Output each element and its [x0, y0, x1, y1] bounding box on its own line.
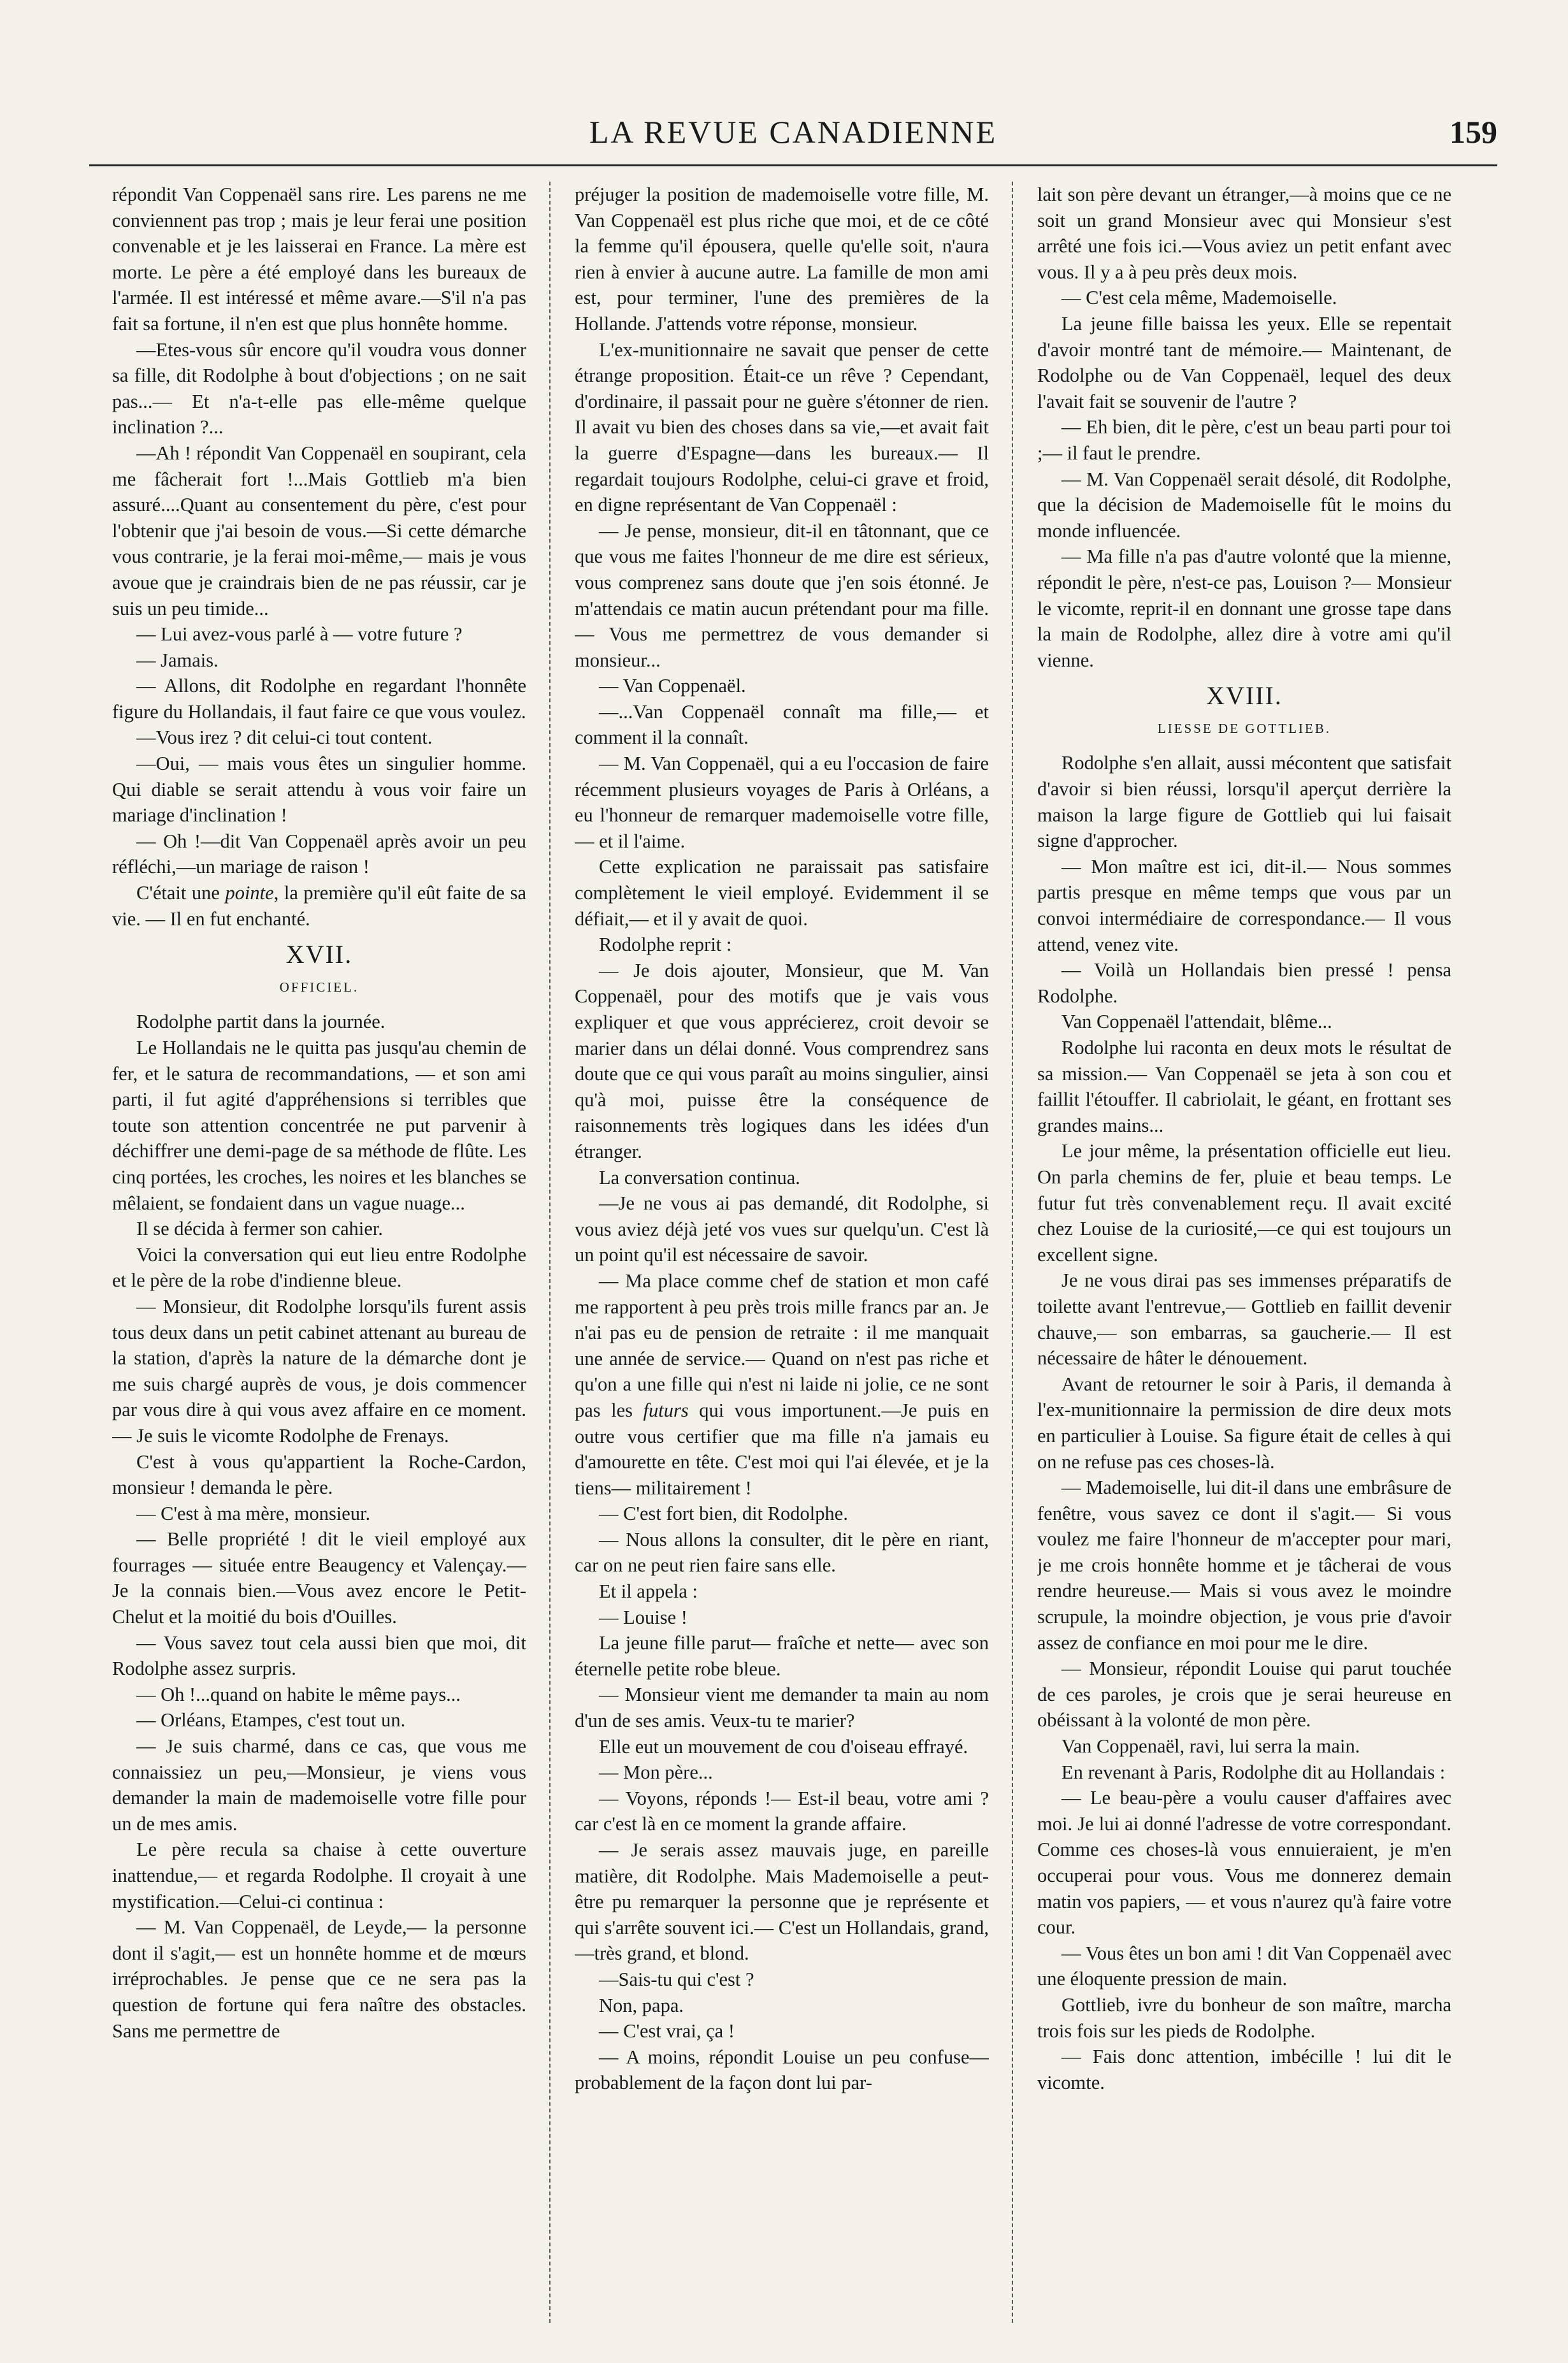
paragraph: Non, papa.: [599, 1994, 684, 2016]
chapter-heading-xviii: XVIII.: [1206, 681, 1283, 711]
paragraph: — Monsieur vient me demander ta main au nom d'un de ses amis. Veux-tu te marier?: [575, 1684, 989, 1732]
paragraph: C'est à vous qu'appartient la Roche-Cardon, monsieur ! demanda le père.: [112, 1450, 526, 1499]
column-1: [112, 182, 526, 2323]
paragraph: Voici la conversation qui eut lieu entre Rodolphe et le père de la robe d'indienne bleue.: [112, 1243, 526, 1292]
paragraph: — Monsieur, dit Rodolphe lorsqu'ils furent assis tous deux dans un petit cabinet attenant au bureau de la station, d'après la nature de la démarche dont je me suis chargé auprès de vous, je dois commencer par vous dire à qui vous avez affaire en ce moment. — Je suis le vicomte Rodolphe de Frenays.: [112, 1295, 526, 1447]
paragraph: — A moins, répondit Louise un peu confuse— probablement de la façon dont lui par-: [575, 2046, 989, 2094]
paragraph: — Je pense, monsieur, dit-il en tâtonnant, que ce que vous me faites l'honneur de me dire est sérieux, vous comprenez sans doute que j'en sois étonné. Je m'attendais ce matin aucun prétendant pour ma fille.— Vous me permettrez de vous demander si monsieur...: [575, 519, 989, 671]
paragraph: — Van Coppenaël.: [599, 675, 746, 697]
paragraph: — Monsieur, répondit Louise qui parut touchée de ces paroles, je crois que je serai heureuse en obéissant à la volonté de mon père.: [1037, 1658, 1451, 1731]
paragraph: Rodolphe s'en allait, aussi mécontent que satisfait d'avoir si bien réussi, lorsqu'il aperçut derrière la maison la large figure de Gottlieb qui lui faisait signe d'approcher.: [1037, 752, 1451, 852]
paragraph: Rodolphe partit dans la journée.: [136, 1011, 385, 1033]
text-span: qui vous importunent.—Je puis en outre vous certifier que ma fille n'a jamais eu d'amourette en tête. C'est moi qui l'ai élevée, et je la tiens— militairement !: [575, 1399, 989, 1499]
column-rule-1: [549, 182, 550, 2323]
text-span: — Ma place comme chef de station et mon café me rapportent à peu près trois mille francs par an. Je n'ai pas eu de pension de retraite : il me manquait une année de service.— Quand on n'est pas riche et qu'on a une fille qui n'est ni laide ni jolie, ce ne sont pas les: [575, 1269, 989, 1421]
paragraph: La jeune fille parut— fraîche et nette— avec son éternelle petite robe bleue.: [575, 1632, 989, 1680]
paragraph: En revenant à Paris, Rodolphe dit au Hollandais :: [1061, 1761, 1446, 1783]
paragraph: Elle eut un mouvement de cou d'oiseau effrayé.: [599, 1735, 968, 1758]
chapter-heading-xvii: XVII.: [285, 940, 353, 969]
paragraph: Le jour même, la présentation officielle eut lieu. On parla chemins de fer, pluie et beau temps. Le futur fut très convenablement reçu. Il avait excité chez Louise de la curiosité,—ce qui est toujours un excellent signe.: [1037, 1140, 1451, 1266]
paragraph: La conversation continua.: [599, 1166, 800, 1189]
paragraph: — Allons, dit Rodolphe en regardant l'honnête figure du Hollandais, il faut faire ce que vous voulez.: [112, 675, 526, 723]
paragraph: lait son père devant un étranger,—à moins que ce ne soit un grand Monsieur avec qui Monsieur s'est arrêté une fois ici.—Vous aviez un petit enfant avec vous. Il y a à peu près deux mois.: [1037, 184, 1451, 283]
paragraph: — Ma fille n'a pas d'autre volonté que la mienne, répondit le père, n'est-ce pas, Louison ?— Monsieur le vicomte, reprit-il en donnant une grosse tape dans la main de Rodolphe, allez dire à votre ami qu'il vienne.: [1037, 546, 1451, 671]
column-2: [575, 182, 989, 2323]
paragraph: Cette explication ne paraissait pas satisfaire complètement le vieil employé. Evidemment il se défiait,— et il y avait de quoi.: [575, 856, 989, 930]
paragraph: — Voilà un Hollandais bien pressé ! pensa Rodolphe.: [1037, 959, 1451, 1007]
paragraph: — M. Van Coppenaël, de Leyde,— la personne dont il s'agit,— est un honnête homme et de mœurs irréprochables. Je pense que ce ne sera pas la question de fortune qui fera naître des obstacles. Sans me permettre de: [112, 1916, 526, 2042]
text-span: C'était une: [136, 882, 226, 904]
paragraph: Je ne vous dirai pas ses immenses préparatifs de toilette avant l'entrevue,— Gottlieb en faillit devenir chauve,— son embarras, sa gaucherie.— Il est nécessaire de hâter le dénouement.: [1037, 1269, 1451, 1369]
italic-word: futurs: [643, 1399, 689, 1421]
paragraph: — C'est fort bien, dit Rodolphe.: [599, 1503, 848, 1525]
paragraph: —Ah ! répondit Van Coppenaël en soupirant, cela me fâcherait fort !...Mais Gottlieb m'a bien assuré....Quant au consentement du père, c'est pour l'obtenir que j'ai besoin de vous.—Si cette démarche vous contrarie, je la ferai moi-même,— mais je vous avoue que je craindrais bien de ne pas réussir, car je suis un peu timide...: [112, 442, 526, 619]
paragraph: —...Van Coppenaël connaît ma fille,— et comment il la connaît.: [575, 700, 989, 749]
paragraph: — Je dois ajouter, Monsieur, que M. Van Coppenaël, pour des motifs que je vais vous expliquer et que vous apprécierez, croit devoir se marier dans un délai donné. Vous comprendrez sans doute que ce qui vous paraît au moins singulier, ainsi qu'à moi, puisse être la conséquence de raisonnements très logiques dans les idées d'un étranger.: [575, 959, 989, 1162]
paragraph: —Vous irez ? dit celui-ci tout content.: [136, 726, 433, 749]
paragraph: Rodolphe lui raconta en deux mots le résultat de sa mission.— Van Coppenaël se jeta à son cou et faillit l'étouffer. Il cabriolait, le géant, en frottant ses grandes mains...: [1037, 1037, 1451, 1136]
paragraph: — Belle propriété ! dit le vieil employé aux fourrages — située entre Beaugency et Valençay.— Je la connais bien.—Vous avez encore le Petit-Chelut et la moitié du bois d'Ouilles.: [112, 1528, 526, 1628]
paragraph: —Je ne vous ai pas demandé, dit Rodolphe, si vous aviez déjà jeté vos vues sur quelqu'un. C'est là un point qu'il est nécessaire de savoir.: [575, 1192, 989, 1266]
paragraph: — Le beau-père a voulu causer d'affaires avec moi. Je lui ai donné l'adresse de votre correspondant. Comme ces choses-là vous ennuieraient, je m'en occuperai pour vous. Vous me donnerez demain matin vos papiers, — et vous n'aurez qu'à faire votre cour.: [1037, 1787, 1451, 1939]
paragraph: Van Coppenaël, ravi, lui serra la main.: [1061, 1735, 1360, 1758]
paragraph: — Oh !...quand on habite le même pays...: [136, 1683, 461, 1705]
paragraph: — Jamais.: [136, 649, 219, 671]
paragraph: — M. Van Coppenaël serait désolé, dit Rodolphe, que la décision de Mademoiselle fût le moins du monde influencée.: [1037, 468, 1451, 542]
paragraph: — Je suis charmé, dans ce cas, que vous me connaissiez un peu,—Monsieur, je viens vous demander la main de mademoiselle votre fille pour un de mes amis.: [112, 1735, 526, 1835]
paragraph: Van Coppenaël l'attendait, blême...: [1061, 1011, 1332, 1033]
paragraph: — C'est à ma mère, monsieur.: [136, 1502, 371, 1524]
paragraph: Il se décida à fermer son cahier.: [136, 1218, 383, 1240]
paragraph: — M. Van Coppenaël, qui a eu l'occasion de faire récemment plusieurs voyages de Paris à Orléans, a eu l'honneur de remarquer mademoiselle votre fille,— et il l'aime.: [575, 753, 989, 852]
paragraph: — C'est vrai, ça !: [599, 2020, 735, 2042]
paragraph: Et il appela :: [599, 1580, 698, 1603]
paragraph: [575, 1268, 989, 1501]
paragraph: — C'est cela même, Mademoiselle.: [1061, 287, 1337, 309]
journal-title: LA REVUE CANADIENNE: [589, 114, 998, 150]
page-number: 159: [1449, 114, 1497, 150]
paragraph: — Nous allons la consulter, dit le père en riant, car on ne peut rien faire sans elle.: [575, 1528, 989, 1577]
paragraph: — Mon maître est ici, dit-il.— Nous sommes partis presque en même temps que vous par un convoi intermédiaire de correspondance.— Il vous attend, venez vite.: [1037, 855, 1451, 955]
paragraph: Le Hollandais ne le quitta pas jusqu'au chemin de fer, et le satura de recommandations, — et son ami parti, il fut agité d'appréhensions si terribles que toute son attention concentrée ne put parvenir à déchiffrer une demi-page de sa méthode de flûte. Les cinq portées, les croches, les noires et les blanches se mêlaient, se fondaient dans un vague nuage...: [112, 1037, 526, 1214]
column-rule-2: [1012, 182, 1013, 2323]
paragraph: répondit Van Coppenaël sans rire. Les parens ne me conviennent pas trop ; mais je leur ferai une position convenable et je les laisserai en France. La mère est morte. Le père a été employé dans les bureaux de l'armée. Il est intéressé et même avare.—S'il n'a pas fait sa fortune, il n'en est que plus honnête homme.: [112, 184, 526, 335]
paragraph: — Eh bien, dit le père, c'est un beau parti pour toi ;— il faut le prendre.: [1037, 416, 1451, 464]
paragraph: préjuger la position de mademoiselle votre fille, M. Van Coppenaël est plus riche que moi, et de ce côté la femme qu'il épousera, quelle qu'elle soit, n'aura rien à envier à aucune autre. La famille de mon ami est, pour terminer, l'une des premières de la Hollande. J'attends votre réponse, monsieur.: [575, 184, 989, 335]
paragraph: — Vous savez tout cela aussi bien que moi, dit Rodolphe assez surpris.: [112, 1631, 526, 1680]
paragraph: — Oh !—dit Van Coppenaël après avoir un peu réfléchi,—un mariage de raison !: [112, 830, 526, 878]
paragraph: — Orléans, Etampes, c'est tout un.: [136, 1709, 406, 1731]
paragraph: — Mon père...: [599, 1761, 713, 1784]
paragraph: —Sais-tu qui c'est ?: [599, 1968, 754, 1990]
chapter-subtitle-liesse: LIESSE DE GOTTLIEB.: [1157, 720, 1332, 736]
paragraph: L'ex-munitionnaire ne savait que penser de cette étrange proposition. Était-ce un rêve ? Cependant, d'ordinaire, il passait pour ne guère s'étonner de rien. Il avait vu bien des choses dans sa vie,—et avait fait la guerre d'Espagne—dans les bureaux.— Il regardait toujours Rodolphe, celui-ci grave et froid, en digne représentant de Van Coppenaël :: [575, 338, 989, 516]
paragraph: La jeune fille baissa les yeux. Elle se repentait d'avoir montré tant de mémoire.— Maintenant, de Rodolphe ou de Van Coppenaël, lequel des deux l'avait fait se souvenir de l'autre ?: [1037, 312, 1451, 412]
paragraph: Gottlieb, ivre du bonheur de son maître, marcha trois fois sur les pieds de Rodolphe.: [1037, 1993, 1451, 2042]
paragraph: —Oui, — mais vous êtes un singulier homme. Qui diable se serait attendu à vous voir faire un mariage d'inclination !: [112, 753, 526, 827]
paragraph: —Etes-vous sûr encore qu'il voudra vous donner sa fille, dit Rodolphe à bout d'objections ; on ne sait pas...— Et n'a-t-elle pas elle-même quelque inclination ?...: [112, 338, 526, 438]
paragraph: Le père recula sa chaise à cette ouverture inattendue,— et regarda Rodolphe. Il croyait à une mystification.—Celui-ci continua :: [112, 1839, 526, 1912]
page-header: [89, 113, 1497, 164]
paragraph: [112, 880, 526, 932]
paragraph: Rodolphe reprit :: [599, 934, 732, 956]
chapter-subtitle-officiel: OFFICIEL.: [279, 979, 359, 995]
italic-word: pointe: [225, 882, 274, 904]
paragraph: — Lui avez-vous parlé à — votre future ?: [136, 623, 463, 646]
paragraph: — Fais donc attention, imbécille ! lui dit le vicomte.: [1037, 2046, 1451, 2093]
paragraph: — Louise !: [599, 1606, 687, 1628]
paragraph: — Mademoiselle, lui dit-il dans une embrâsure de fenêtre, vous savez ce dont il s'agit.— Si vous voulez me faire l'honneur de m'accepter pour mari, je me crois honnête homme et je tâcherai de vous rendre heureuse.— Mais si vous avez le moindre scrupule, la moindre objection, je vous prie d'avoir assez de confiance en moi pour me le dire.: [1037, 1477, 1451, 1654]
paragraph: — Vous êtes un bon ami ! dit Van Coppenaël avec une éloquente pression de main.: [1037, 1942, 1451, 1990]
header-rule: [89, 164, 1497, 166]
paragraph: — Je serais assez mauvais juge, en pareille matière, dit Rodolphe. Mais Mademoiselle a peut-être pu remarquer la personne que je représente et qui s'arrête souvent ici.— C'est un Hollandais, grand,—très grand, et blond.: [575, 1839, 989, 1965]
text-span: , la première qu'il eût faite de sa vie. — Il en fut enchanté.: [112, 882, 526, 930]
column-3: [1037, 182, 1451, 2323]
paragraph: — Voyons, réponds !— Est-il beau, votre ami ? car c'est là en ce moment la grande affaire.: [575, 1787, 989, 1835]
paragraph: Avant de retourner le soir à Paris, il demanda à l'ex-munitionnaire la permission de dire deux mots en particulier à Louise. Sa figure était de celles à qui on ne refuse pas ces choses-là.: [1037, 1373, 1451, 1473]
